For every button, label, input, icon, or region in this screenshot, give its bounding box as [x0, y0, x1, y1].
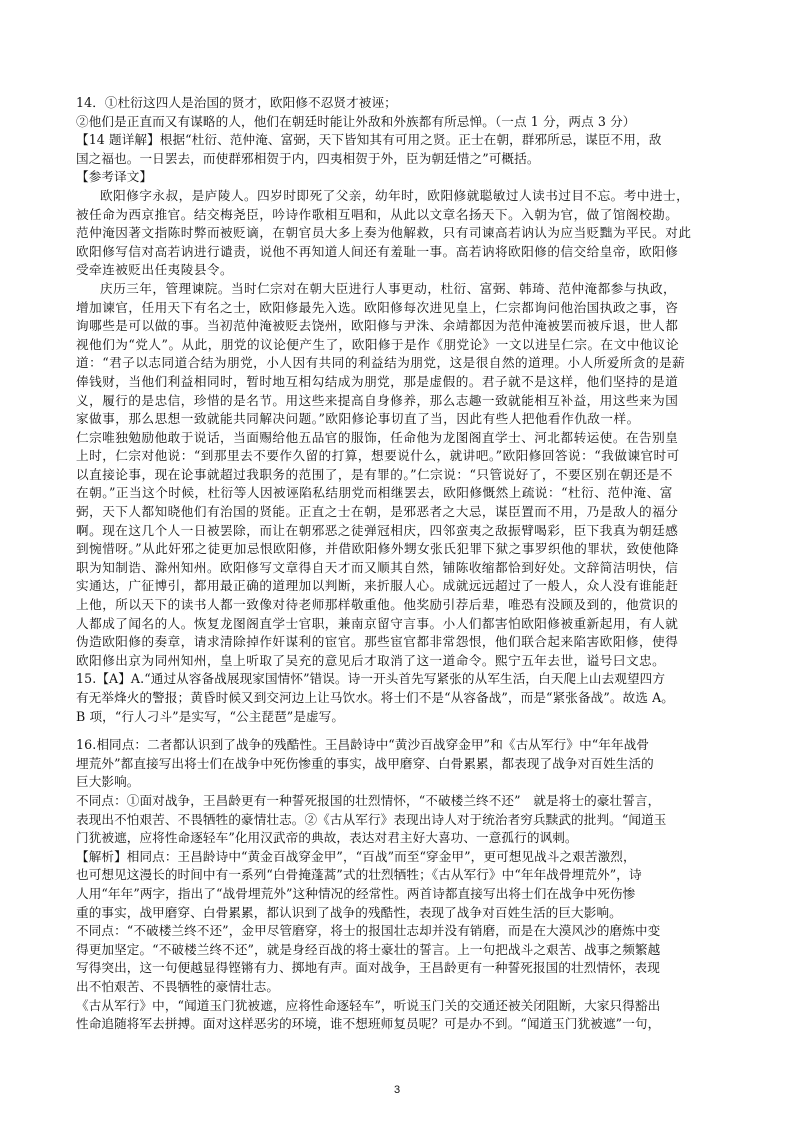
translation-line: 家做事，那么思想一致就能共同解决问题。”欧阳修论事切直了当，因此有些人把他看作仇敌一样。	[76, 411, 640, 427]
translation-line: 伪造欧阳修的奏章，请求清除掉作奸谋利的宦官。那些宦官都非常怨恨，他们联合起来陷害欧阳修，使得	[76, 634, 679, 650]
answer-14-detail-line-1: 【14 题详解】根据“杜衍、范仲淹、富弼，天下皆知其有可用之贤。正士在朝，群邪所忌，谋臣不用，敌	[76, 132, 662, 148]
translation-line: 道：“君子以志同道合结为朋党，小人因有共同的利益结为朋党，这是很自然的道理。小人所爱所贪的是薪	[76, 355, 686, 371]
answer-16-line: 性命追随将军去拼搏。面对这样恶劣的环境，谁不想班师复员呢？可是办不到。“闻道玉门犹被遮”一句，	[76, 1016, 661, 1032]
translation-line: 受牵连被贬出任夷陵县令。	[76, 262, 234, 278]
answer-15-line-1: 15.【A】A.“通过从容备战展现家国情怀”错误。诗一开头首先写紧张的从军生活，白天爬上山去观望四方	[76, 671, 666, 687]
page-number: 3	[393, 1084, 401, 1096]
translation-header: 【参考译文】	[76, 169, 153, 185]
translation-line: 上时，仁宗对他说：“到那里去不要作久留的打算，想要说什么，就讲吧。”欧阳修回答说：“我做谏官时可	[76, 448, 680, 464]
answer-16-line: 埋荒外”都直接写出将士们在战争中死伤惨重的事实，战甲磨穿、白骨累累，都表现了战争对百姓生活的	[76, 755, 654, 771]
translation-line: 职为知制诰、滁州知州。欧阳修写文章得自天才而又顺其自然，铺陈收缩都恰到好处。文辞简洁明快，信	[76, 559, 679, 575]
translation-line: 被任命为西京推官。结交梅尧臣，吟诗作歌相互唱和，从此以文章名扬天下。入朝为官，做了馆阁校勘。	[76, 206, 679, 222]
answer-16-line: 写得突出，这一句便越显得铿锵有力、掷地有声。面对战争，王昌龄更有一种誓死报国的壮烈情怀，表现	[76, 960, 660, 976]
translation-line: 弼，天下人都知晓他们有治国的贤能。正直之士在朝，是邪恶者之大忌，谋臣置而不用，乃是敌人的福分	[76, 504, 679, 520]
answer-16-line: 出不怕艰苦、不畏牺牲的豪情壮志。	[76, 978, 280, 994]
answer-14	[76, 94, 724, 168]
translation-line: 啊。现在这几个人一日被罢除，而让在朝邪恶之徒弹冠相庆，四邻蛮夷之敌振臂喝彩，臣下我真为朝廷感	[76, 522, 679, 538]
answer-16-line: 得更加坚定。“不破楼兰终不还”，就是身经百战的将士豪壮的誓言。上一句把战斗之艰苦、战事之频繁越	[76, 941, 661, 957]
translation-line: 人都成了闻名的人。恢复龙图阁直学士官职，兼南京留守言事。小人们都害怕欧阳修被重新起用，有人就	[76, 615, 679, 631]
answer-16-line: 不同点：“不破楼兰终不还”，金甲尽管磨穿，将士的报国壮志却并没有销磨，而是在大漠风沙的磨炼中变	[76, 923, 661, 939]
answer-16-line: 16.相同点：二者都认识到了战争的残酷性。王昌龄诗中“黄沙百战穿金甲”和《古从军行》中“年年战骨	[76, 737, 650, 753]
answer-15-line-2: 有无举烽火的警报；黄昏时候又到交河边上让马饮水。将士们不是“从容备战”，而是“紧张备战”。故选 A。	[76, 690, 674, 705]
answer-14-line-1: 14．①杜衍这四人是治国的贤才，欧阳修不忍贤才被诬；	[76, 95, 397, 110]
answer-16-line: 表现出不怕艰苦、不畏牺牲的豪情壮志。②《古从军行》表现出诗人对于统治者穷兵黩武的批判。“闻道玉	[76, 811, 667, 827]
answer-15	[76, 670, 724, 726]
answer-16-line: 巨大影响。	[76, 774, 140, 790]
reference-translation	[76, 168, 724, 670]
answer-14-detail-line-2: 国之福也。一日罢去，而使群邪相贺于内，四夷相贺于外，臣为朝廷惜之”可概括。	[76, 150, 540, 166]
translation-line: 询哪些是可以做的事。当初范仲淹被贬去饶州，欧阳修与尹洙、余靖都因为范仲淹被罢而被斥退，世人都	[76, 318, 679, 334]
translation-line: 增加谏官，任用天下有名之士，欧阳修最先入选。欧阳修每次进见皇上，仁宗都询问他治国执政之事，咨	[76, 299, 679, 315]
translation-line: 庆历三年，管理谏院。当时仁宗对在朝大臣进行人事更动，杜衍、富弼、韩琦、范仲淹都参与执政，	[100, 280, 677, 296]
answer-16-line: 【解析】相同点：王昌龄诗中“黄金百战穿金甲”，“百战”而至“穿金甲”，更可想见战斗之艰苦激烈，	[76, 848, 636, 864]
translation-line: 欧阳修字永叔，是庐陵人。四岁时即死了父亲，幼年时，欧阳修就聪敏过人读书过目不忘。考中进士，	[100, 187, 690, 203]
translation-line: 欧阳修写信对高若讷进行谴责，说他不再知道人间还有羞耻一事。高若讷将欧阳修的信交给皇帝，欧阳修	[76, 243, 679, 259]
translation-line: 到惋惜呀。”从此奸邪之徒更加忌恨欧阳修，并借欧阳修外甥女张氏犯罪下狱之事罗织他的罪状，致使他降	[76, 541, 679, 557]
translation-line: 欧阳修出京为同州知州，皇上听取了吴充的意见后才取消了这一道命令。熙宁五年去世，谥号曰文忠。	[76, 652, 666, 668]
translation-line: 实通达，广征博引，都用最正确的道理加以判断，来折服人心。成就远远超过了一般人，众人没有谁能赶	[76, 578, 679, 594]
answer-16	[76, 736, 724, 1034]
answer-16-line: 人用“年年”两字，指出了“战骨埋荒外”这种情况的经常性。两首诗都直接写出将士们在战争中死伤惨	[76, 885, 636, 901]
answer-14-line-2: ②他们是正直而又有谋略的人，他们在朝廷时能让外敌和外族都有所忌惮。（一点 1 分，两点 3 分）	[76, 113, 636, 129]
translation-line: 上他，所以天下的读书人都一致像对待老师那样敬重他。他奖励引荐后辈，唯恐有没顾及到的，他赏识的	[76, 597, 679, 613]
translation-line: 俸钱财，当他们利益相同时，暂时地互相勾结成为朋党，那是虚假的。君子就不是这样，他们坚持的是道	[76, 373, 679, 389]
translation-line: 在朝。”正当这个时候，杜衍等人因被诬陷私结朋党而相继罢去，欧阳修慨然上疏说：“杜衍、范仲淹、富	[76, 485, 673, 501]
translation-line: 义，履行的是忠信，珍惜的是名节。用这些来提高自身修养，那么志趣一致就能相互补益，用这些来为国	[76, 392, 679, 408]
translation-line: 仁宗唯独勉励他敢于说话，当面赐给他五品官的服饰，任命他为龙图阁直学士、河北都转运使。在告别皇	[76, 429, 679, 445]
translation-line: 以直接论事，现在论事就超过我职务的范围了，是有罪的。”仁宗说：“只管说好了，不要区别在朝还是不	[76, 466, 673, 482]
translation-line: 视他们为“党人”。从此，朋党的议论便产生了，欧阳修于是作《朋党论》一文以进呈仁宗。在文中他议论	[76, 336, 680, 352]
answer-16-line: 门犹被遮，应将性命逐轻车”化用汉武帝的典故，表达对君主好大喜功、一意孤行的讽刺。	[76, 830, 578, 846]
translation-line: 范仲淹因著文指陈时弊而被贬谪，在朝官员大多上奏为他解救，只有司谏高若讷认为应当贬黜为平民。对此	[76, 225, 692, 241]
section-spacer	[76, 726, 724, 736]
answer-16-line: 《古从军行》中，“闻道玉门犹被遮，应将性命逐轻车”，听说玉门关的交通还被关闭阻断，大家只得豁出	[76, 997, 661, 1013]
answer-16-line: 重的事实，战甲磨穿、白骨累累，都认识到了战争的残酷性，表现了战争对百姓生活的巨大影响。	[76, 904, 622, 920]
answer-15-line-3: B 项，“行人刁斗”是实写，“公主琵琶”是虚写。	[76, 708, 345, 724]
answer-16-line: 也可想见这漫长的时间中有一系列“白骨掩蓬蒿”式的壮烈牺牲；《古从军行》中“年年战骨埋荒外”，诗	[76, 867, 642, 883]
answer-16-line: 不同点：①面对战争，王昌龄更有一种誓死报国的壮烈情怀，“不破楼兰终不还” 就是将士的豪壮誓言，	[76, 792, 661, 808]
